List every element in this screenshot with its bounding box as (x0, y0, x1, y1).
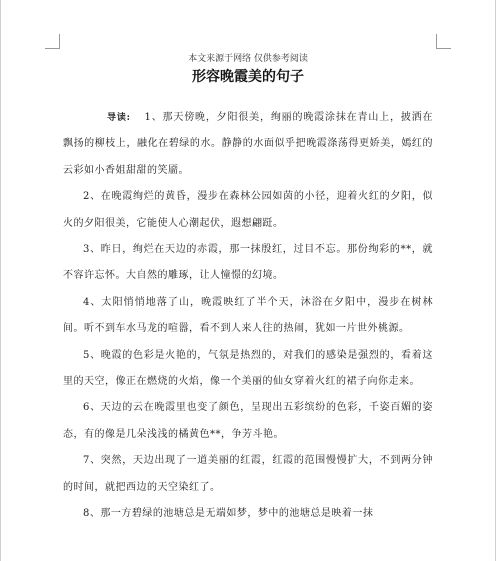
paragraph-5: 5、晚霞的色彩是火艳的，气氛是热烈的，对我们的感染是强烈的，看着这里的天空，像正在燃烧的火焰，像一个美丽的仙女穿着火红的裙子向你走来。 (63, 349, 433, 388)
paragraph-4: 4、太阳悄悄地落了山，晚霞映红了半个天，沐浴在夕阳中，漫步在树林间。听不到车水马龙的喧嚣，看不到人来人往的热闹，犹如一片世外桃源。 (63, 296, 433, 335)
paragraph-1-text: 1、那天傍晚，夕阳很美，绚丽的晚霞涂抹在青山上，披洒在飘扬的柳枝上，融化在碧绿的水。静静的水面似乎把晚霞涤荡得更娇美，嫣红的云彩如小香姐甜甜的笑靥。 (63, 112, 433, 176)
page-title: 形容晚霞美的句子 (192, 69, 304, 85)
paragraph-8: 8、那一方碧绿的池塘总是无端如梦，梦中的池塘总是映着一抹 (83, 508, 374, 520)
paragraph-2: 2、在晚霞绚烂的黄昏，漫步在森林公园如茵的小径，迎着火红的夕阳，似火的夕阳很美，它能使人心潮起伏，遐想翩跹。 (63, 191, 433, 229)
crop-mark-top-right (436, 34, 451, 49)
source-note: 本文来源于网络 仅供参考阅读 (188, 54, 308, 64)
paragraph-3: 3、昨日，绚烂在天边的赤霞，那一抹殷红，过目不忘。那份绚彩的**，就不容许忘怀。大自然的雕琢，让人憧憬的幻境。 (63, 244, 433, 282)
paragraph-7: 7、突然，天边出现了一道美丽的红霞，红霞的范围慢慢扩大，不到两分钟的时间，就把西边的天空染红了。 (63, 455, 433, 493)
paragraph-6: 6、天边的云在晚霞里也变了颜色，呈现出五彩缤纷的色彩，千姿百媚的姿态，有的像是几朵浅浅的橘黄色**，争芳斗艳。 (63, 402, 433, 440)
article-body (63, 105, 433, 528)
paragraph-1 (63, 105, 433, 184)
intro-label: 导读: (107, 113, 131, 123)
crop-mark-top-left (45, 34, 60, 49)
